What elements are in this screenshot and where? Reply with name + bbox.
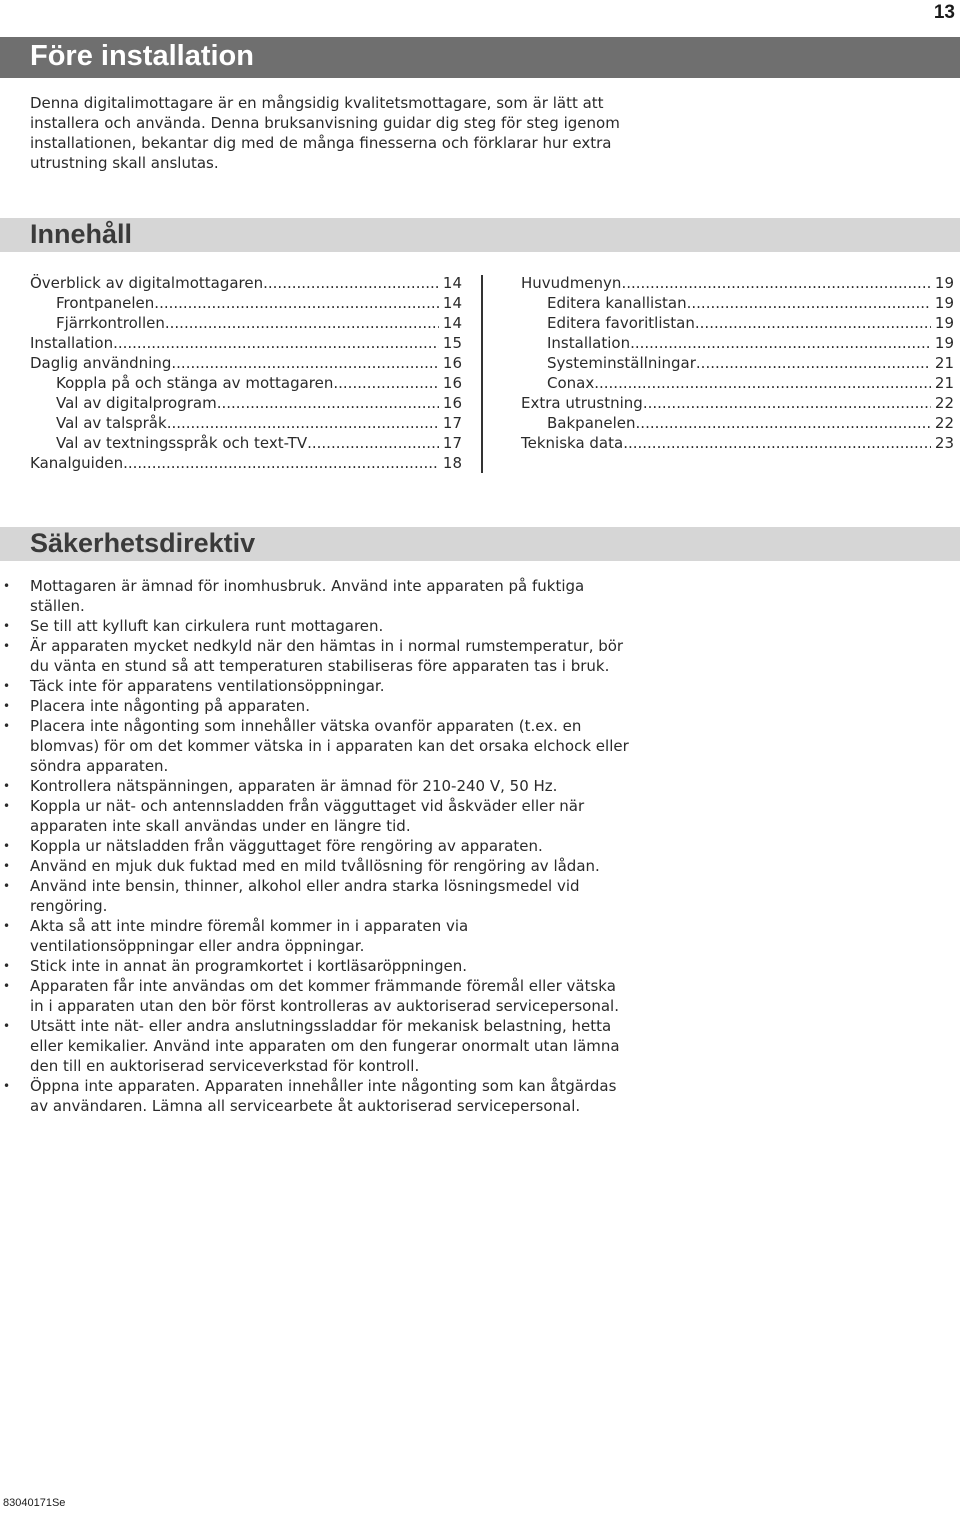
toc-entry-label: Frontpanelen <box>56 294 155 312</box>
toc-leader <box>594 373 931 393</box>
toc-entry[interactable] <box>30 313 462 333</box>
toc-entry-label: Editera favoritlistan <box>547 314 695 332</box>
toc-entry[interactable] <box>521 333 954 353</box>
toc-entry-page: 19 <box>934 334 954 352</box>
toc-leader <box>687 293 931 313</box>
toc-entry-label: Systeminställningar <box>547 354 696 372</box>
toc-entry[interactable] <box>30 433 462 453</box>
safety-item: • Använd inte bensin, thinner, alkohol eller andra starka lösningsmedel vid rengöring. <box>30 876 630 916</box>
toc-entry-page: 16 <box>442 374 462 392</box>
toc-entry-page: 19 <box>934 274 954 292</box>
toc-divider <box>481 275 483 473</box>
toc-leader <box>263 273 439 293</box>
safety-title: Säkerhetsdirektiv <box>30 528 256 558</box>
toc-leader <box>643 393 931 413</box>
safety-item: • Placera inte någonting på apparaten. <box>30 696 630 716</box>
toc-leader <box>113 333 439 353</box>
toc-entry-page: 19 <box>934 294 954 312</box>
toc-entry-page: 14 <box>442 294 462 312</box>
toc-leader <box>636 413 931 433</box>
toc-entry-label: Tekniska data <box>521 434 624 452</box>
toc-entry-page: 14 <box>442 314 462 332</box>
toc-leader <box>621 273 930 293</box>
toc-entry-page: 16 <box>442 394 462 412</box>
safety-item: • Stick inte in annat än programkortet i kortläsaröppningen. <box>30 956 630 976</box>
toc-entry[interactable] <box>521 433 954 453</box>
toc-entry-label: Huvudmenyn <box>521 274 622 292</box>
safety-banner <box>0 527 960 561</box>
toc-entry-label: Editera kanallistan <box>547 294 687 312</box>
safety-item: • Utsätt inte nät- eller andra anslutningssladdar för mekanisk belastning, hetta eller kemikalier. Använd inte apparaten om den fungerar onormalt utan lämna den till en auktoriserad serviceverkstad för kontroll. <box>30 1016 630 1076</box>
toc-right-column <box>521 273 954 453</box>
contents-title: Innehåll <box>30 219 133 249</box>
toc-leader <box>171 353 439 373</box>
toc-left-column <box>30 273 462 473</box>
toc-leader <box>695 313 931 333</box>
safety-list <box>30 576 630 1116</box>
toc-entry-page: 14 <box>442 274 462 292</box>
page-title-banner <box>0 37 960 78</box>
toc-entry[interactable] <box>521 273 954 293</box>
toc-entry-label: Daglig användning <box>30 354 172 372</box>
toc-entry-label: Val av talspråk <box>56 414 167 432</box>
toc-entry-page: 22 <box>934 394 954 412</box>
toc-leader <box>630 333 931 353</box>
toc-entry[interactable] <box>521 293 954 313</box>
toc-entry-label: Installation <box>30 334 114 352</box>
toc-entry-label: Fjärrkontrollen <box>56 314 165 332</box>
toc-entry[interactable] <box>521 353 954 373</box>
toc-entry[interactable] <box>30 393 462 413</box>
toc-leader <box>333 373 439 393</box>
toc-entry-label: Val av textningsspråk och text-TV <box>56 434 308 452</box>
page-title: Före installation <box>30 40 254 72</box>
safety-item: • Täck inte för apparatens ventilationsöppningar. <box>30 676 630 696</box>
toc-entry-label: Val av digitalprogram <box>56 394 217 412</box>
toc-entry-page: 17 <box>442 414 462 432</box>
toc-entry[interactable] <box>30 273 462 293</box>
toc-leader <box>217 393 439 413</box>
toc-entry-page: 22 <box>934 414 954 432</box>
toc-entry[interactable] <box>30 373 462 393</box>
safety-item: • Akta så att inte mindre föremål kommer in i apparaten via ventilationsöppningar eller andra öppningar. <box>30 916 630 956</box>
safety-item: • Använd en mjuk duk fuktad med en mild tvållösning för rengöring av lådan. <box>30 856 630 876</box>
safety-item: • Se till att kylluft kan cirkulera runt mottagaren. <box>30 616 630 636</box>
intro-paragraph: Denna digitalimottagare är en mångsidig kvalitetsmottagare, som är lätt att installera och använda. Denna bruksanvisning guidar dig steg för steg igenom installationen, bekantar dig med de många finesserna och förklarar hur extra utrustning skall anslutas. <box>30 94 620 172</box>
page-number: 13 <box>933 2 955 23</box>
toc-entry-page: 23 <box>934 434 954 452</box>
toc-entry[interactable] <box>30 293 462 313</box>
toc-entry-page: 18 <box>442 454 462 472</box>
safety-item: • Är apparaten mycket nedkyld när den hämtas in i normal rumstemperatur, bör du vänta en stund så att temperaturen stabiliseras före apparaten tas i bruk. <box>30 636 630 676</box>
safety-item: • Koppla ur nät- och antennsladden från vägguttaget vid åskväder eller när apparaten inte skall användas under en längre tid. <box>30 796 630 836</box>
safety-item: • Placera inte någonting som innehåller vätska ovanför apparaten (t.ex. en blomvas) för om det kommer vätska in i apparaten kan det orsaka elchock eller söndra apparaten. <box>30 716 630 776</box>
toc-entry-label: Koppla på och stänga av mottagaren <box>56 374 334 392</box>
toc-entry[interactable] <box>30 453 462 473</box>
toc-leader <box>165 313 439 333</box>
safety-item: • Apparaten får inte användas om det kommer främmande föremål eller vätska in i apparaten utan den bör först kontrolleras av auktoriserad servicepersonal. <box>30 976 630 1016</box>
toc-entry[interactable] <box>521 313 954 333</box>
toc-entry[interactable] <box>30 413 462 433</box>
toc-leader <box>167 413 439 433</box>
toc-entry[interactable] <box>521 373 954 393</box>
toc-entry-label: Bakpanelen <box>547 414 636 432</box>
toc-leader <box>123 453 439 473</box>
toc-entry[interactable] <box>521 413 954 433</box>
toc-entry[interactable] <box>521 393 954 413</box>
toc-entry-label: Conax <box>547 374 595 392</box>
document-code: 83040171Se <box>3 1497 66 1509</box>
toc-entry-page: 19 <box>934 314 954 332</box>
toc-leader <box>696 353 931 373</box>
toc-entry[interactable] <box>30 353 462 373</box>
safety-item: • Kontrollera nätspänningen, apparaten är ämnad för 210-240 V, 50 Hz. <box>30 776 630 796</box>
toc-entry-page: 16 <box>442 354 462 372</box>
toc-entry-label: Installation <box>547 334 631 352</box>
toc-entry-label: Extra utrustning <box>521 394 643 412</box>
toc-leader <box>154 293 439 313</box>
safety-item: • Koppla ur nätsladden från vägguttaget före rengöring av apparaten. <box>30 836 630 856</box>
toc-entry[interactable] <box>30 333 462 353</box>
toc-entry-label: Kanalguiden <box>30 454 124 472</box>
toc-leader <box>307 433 439 453</box>
toc-entry-page: 21 <box>934 354 954 372</box>
toc-entry-page: 21 <box>934 374 954 392</box>
safety-item: • Öppna inte apparaten. Apparaten innehåller inte någonting som kan åtgärdas av användaren. Lämna all servicearbete åt auktoriserad servicepersonal. <box>30 1076 630 1116</box>
toc-leader <box>623 433 931 453</box>
toc-entry-label: Överblick av digitalmottagaren <box>30 274 264 292</box>
contents-banner <box>0 218 960 252</box>
safety-item: • Mottagaren är ämnad för inomhusbruk. Använd inte apparaten på fuktiga ställen. <box>30 576 630 616</box>
toc-entry-page: 15 <box>442 334 462 352</box>
toc-entry-page: 17 <box>442 434 462 452</box>
